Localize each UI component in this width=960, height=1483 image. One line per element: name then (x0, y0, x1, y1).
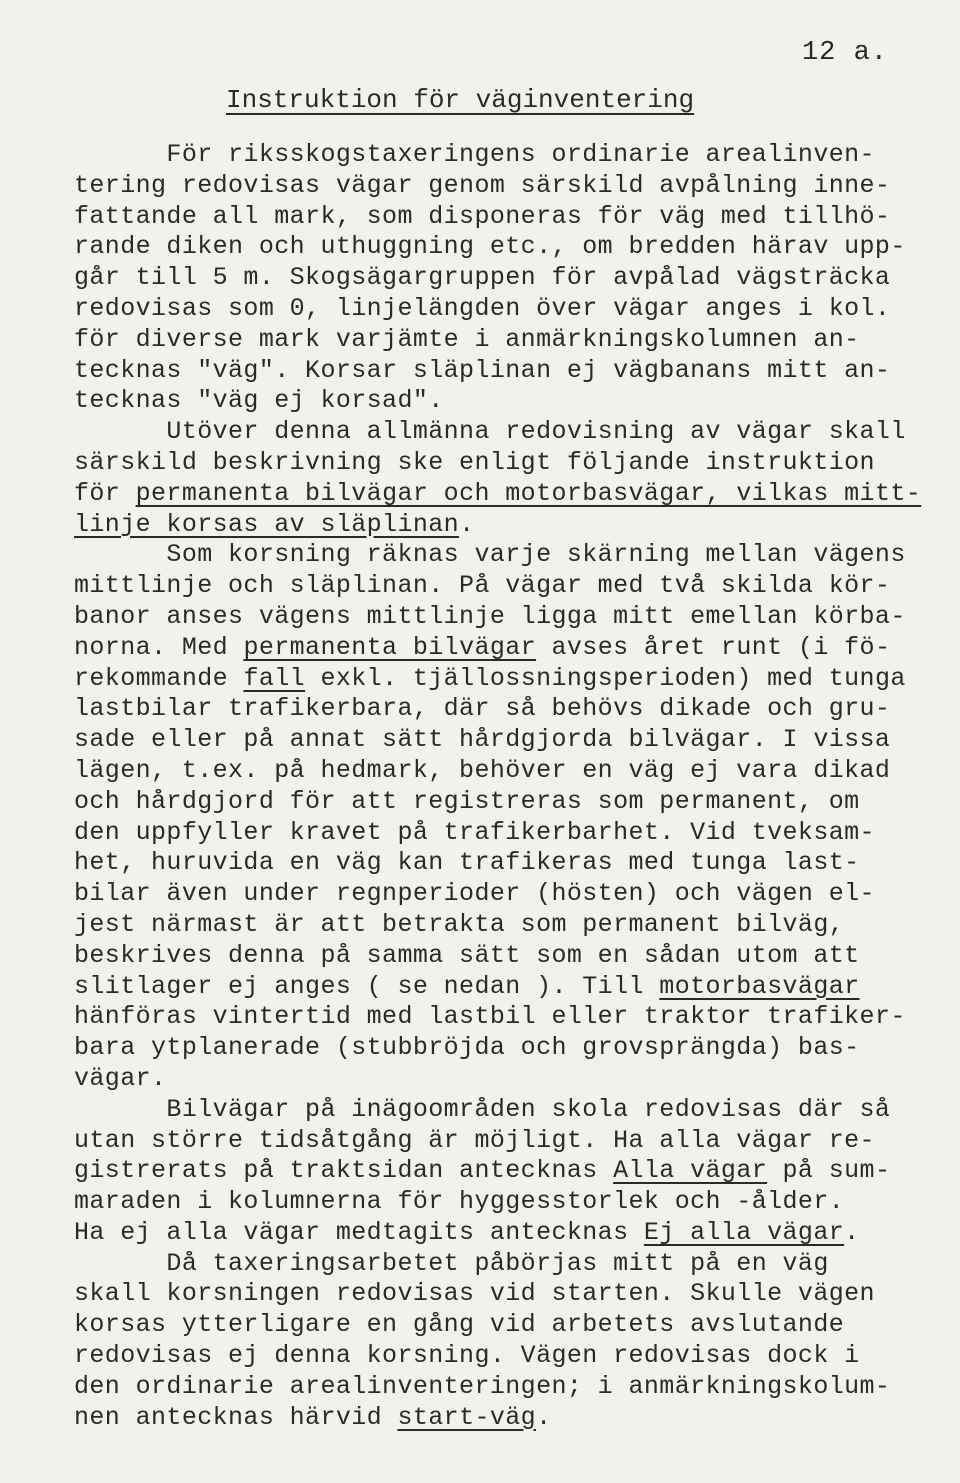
text-line: vägar. (74, 1063, 167, 1093)
page-number: 12 a. (801, 38, 888, 68)
text-line (74, 1156, 904, 1187)
text-line: För riksskogstaxeringens ordinarie arealinven- (74, 140, 875, 169)
text-segment: slitlager ej anges ( se nedan ). Till (74, 971, 660, 1001)
text-segment: norna. Med (74, 632, 244, 662)
text-line: Utöver denna allmänna redovisning av vägar skall (74, 417, 906, 447)
text-line: sade eller på annat sätt hårdgjorda bilvägar. I vissa (74, 725, 891, 755)
text-line: skall korsningen redovisas vid starten. Skulle vägen (74, 1279, 875, 1309)
text-line: den ordinarie arealinventeringen; i anmärkningskolum- (74, 1371, 891, 1401)
text-line: går till 5 m. Skogsägargruppen för avpålad vägsträcka (74, 263, 891, 293)
text-line: hänföras vintertid med lastbil eller traktor trafiker- (74, 1002, 906, 1032)
text-line: och hårdgjord för att registreras som permanent, om (74, 786, 860, 816)
text-line: redovisas ej denna korsning. Vägen redovisas dock i (74, 1341, 860, 1371)
underlined-text: start-väg (397, 1402, 537, 1432)
text-segment: rekommande (74, 663, 244, 693)
text-line (74, 1218, 904, 1249)
text-segment: nen antecknas härvid (74, 1402, 398, 1432)
text-line (74, 478, 922, 510)
page-title: Instruktion för väginventering (226, 85, 695, 115)
text-line: redovisas som 0, linjelängden över vägar anges i kol. (74, 293, 891, 323)
text-line: fattande all mark, som disponeras för väg med tillhö- (74, 201, 891, 231)
text-line: bara ytplanerade (stubbröjda och grovsprängda) bas- (74, 1033, 860, 1063)
text-segment: . (844, 1217, 860, 1247)
text-line: rande diken och uthuggning etc., om bredden härav upp- (74, 232, 906, 262)
text-line (74, 1403, 904, 1434)
text-segment: gistrerats på traktsidan antecknas (74, 1156, 614, 1186)
underlined-text: motorbasvägar (659, 971, 860, 1001)
text-segment: på sum- (767, 1156, 891, 1186)
text-line: banor anses vägens mittlinje ligga mitt emellan körba- (74, 601, 906, 631)
text-line: för diverse mark varjämte i anmärkningskolumnen an- (74, 324, 860, 354)
text-line (74, 972, 904, 1003)
text-line (74, 633, 904, 664)
text-line (74, 664, 904, 695)
underlined-text: permanenta bilvägar (243, 632, 537, 662)
text-line: utan större tidsåtgång är möjligt. Ha alla vägar re- (74, 1125, 875, 1155)
text-segment: Ha ej alla vägar medtagits antecknas (74, 1217, 644, 1247)
text-line: het, huruvida en väg kan trafikeras med tunga last- (74, 848, 860, 878)
text-line: lägen, t.ex. på hedmark, behöver en väg ej vara dikad (74, 755, 891, 785)
text-line: Som korsning räknas varje skärning mellan vägens (74, 540, 906, 570)
underlined-text: linje korsas av släplinan (74, 509, 460, 539)
text-line: Bilvägar på inägoområden skola redovisas där så (74, 1094, 891, 1124)
text-line: tecknas "väg ej korsad". (74, 386, 444, 416)
text-line: bilar även under regnperioder (hösten) och vägen el- (74, 879, 875, 909)
text-segment: . (536, 1402, 552, 1432)
underlined-text: fall (243, 663, 306, 693)
text-line: korsas ytterligare en gång vid arbetets avslutande (74, 1310, 845, 1340)
text-line: beskrives denna på samma sätt som en sådan utom att (74, 940, 860, 970)
text-line: Då taxeringsarbetet påbörjas mitt på en väg (74, 1248, 829, 1278)
text-line: jest närmast är att betrakta som permanent bilväg, (74, 909, 845, 939)
text-line (74, 510, 904, 541)
text-line: den uppfyller kravet på trafikerbarhet. Vid tveksam- (74, 817, 875, 847)
text-line: särskild beskrivning ske enligt följande instruktion (74, 447, 875, 477)
text-line: tering redovisas vägar genom särskild avpålning inne- (74, 170, 891, 200)
text-segment: för (74, 478, 136, 508)
text-line: lastbilar trafikerbara, där så behövs dikade och gru- (74, 694, 891, 724)
text-line: tecknas "väg". Korsar släplinan ej vägbanans mitt an- (74, 355, 891, 385)
text-line: maraden i kolumnerna för hyggesstorlek och -ålder. (74, 1187, 845, 1217)
text-segment: avses året runt (i fö- (536, 632, 891, 662)
body-text (74, 140, 922, 1433)
text-line: mittlinje och släplinan. På vägar med två skilda kör- (74, 571, 891, 601)
underlined-text: Alla vägar (613, 1156, 768, 1186)
underlined-text: Ej alla vägar (643, 1217, 845, 1247)
text-segment: . (459, 509, 475, 539)
underlined-text: permanenta bilvägar och motorbasvägar, vilkas mitt- (135, 478, 922, 508)
text-segment: exkl. tjällossningsperioden) med tunga (305, 663, 906, 693)
